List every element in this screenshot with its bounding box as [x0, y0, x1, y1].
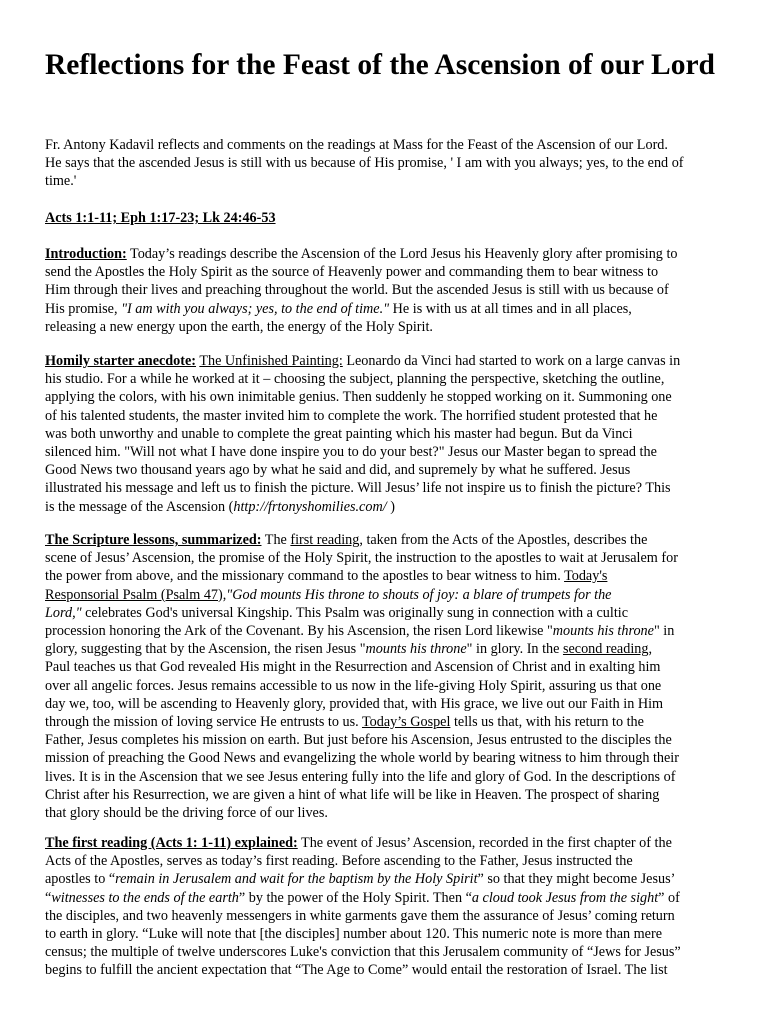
- first-reading-ref: first reading: [290, 532, 360, 548]
- text-run: ” so that they might become Jesus’: [477, 871, 676, 888]
- text-line: applying the colors, with his own inimitable genius. Then suddenly he stopped working on it. Summoning one: [45, 389, 672, 406]
- text-line: mission of preaching the Good News and evangelizing the whole world by bearing witness to him through their: [45, 750, 679, 767]
- intro-line: time.': [45, 173, 77, 190]
- text-run: is the message of the Ascension (: [45, 498, 234, 515]
- text-line: Paul teaches us that God revealed His might in the Resurrection and Ascension of Christ and in exalting him: [45, 659, 661, 676]
- text-run: , taken from the Acts of the Apostles, describes the: [359, 532, 648, 548]
- text-line: Father, Jesus completes his mission on earth. But just before his Ascension, Jesus entrusted to the disciples the: [45, 732, 672, 749]
- quote-run: Lord,": [45, 604, 82, 621]
- text-run: Today’s readings describe the Ascension of the Lord Jesus his Heavenly glory after promising to: [126, 246, 678, 262]
- text-run: " in glory. In the: [466, 641, 563, 658]
- readings-reference: [45, 209, 735, 227]
- text-run: “: [45, 889, 52, 906]
- quote-run: a cloud took Jesus from the sight: [471, 889, 659, 906]
- text-line: Good News two thousand years ago by what he said and did, and supremely by what he suffered. Jesus: [45, 462, 631, 479]
- homilies-link[interactable]: http://frtonyshomilies.com/: [233, 498, 387, 515]
- text-line: Acts of the Apostles, serves as today’s first reading. Before ascending to the Father, Jesus instructed the: [45, 853, 633, 870]
- quote-run: "I am with you always; yes, to the end of time.": [121, 300, 390, 317]
- gospel-ref: Today’s Gospel: [361, 714, 451, 731]
- quote-run: witnesses to the ends of the earth: [51, 889, 239, 906]
- text-line: lives. It is in the Ascension that we see Jesus entering fully into the life and glory of God. In the descriptions of: [45, 768, 676, 785]
- quote-run: "God mounts His throne to shouts of joy: a blare of trumpets for the: [226, 586, 612, 603]
- text-line: Christ after his Resurrection, we are given a hint of what life will be like in Heaven. The prospect of sharing: [45, 786, 660, 803]
- text-line: that glory should be the driving force of our lives.: [45, 805, 328, 822]
- text-line: illustrated his message and left us to finish the picture. Will Jesus’ life not inspire us to finish the picture? This: [45, 480, 671, 497]
- text-line: his studio. For a while he worked at it – choosing the subject, planning the perspective, sketching the outline,: [45, 371, 665, 388]
- text-run: " in: [653, 623, 675, 640]
- text-line: Him through their lives and preaching throughout the world. But the ascended Jesus is still with us because of: [45, 282, 669, 299]
- text-run: the power from above, and the missionary command to the apostles to bear witness to him.: [45, 568, 565, 585]
- text-line: begins to fulfill the ancient expectation that “The Age to Come” would entail the restoration of Israel. The list: [45, 962, 668, 979]
- first-reading-heading: The first reading (Acts 1: 1-11) explained:: [45, 835, 298, 851]
- text-run: Leonardo da Vinci had started to work on a large canvas in: [342, 353, 681, 369]
- text-line: silenced him. "Will not what I have done inspire you to do your best?" Jesus our Master began to spread the: [45, 444, 657, 461]
- psalm-ref: Today's: [564, 568, 608, 585]
- text-run: tells us that, with his return to the: [450, 714, 644, 731]
- intro-line: Fr. Antony Kadavil reflects and comments on the readings at Mass for the Feast of the Ascension of our Lord.: [45, 137, 668, 153]
- page-title: Reflections for the Feast of the Ascension of our Lord: [45, 49, 715, 81]
- text-run: glory, suggesting that by the Ascension, the risen Jesus ": [45, 641, 366, 658]
- introduction-heading: Introduction:: [45, 246, 127, 262]
- text-line: releasing a new energy upon the earth, the energy of the Holy Spirit.: [45, 318, 433, 335]
- text-line: the disciples, and two heavenly messengers in white garments gave them the assurance of Jesus’ coming return: [45, 907, 675, 924]
- text-run: procession honoring the Ark of the Covenant. By his Ascension, the risen Lord likewise ": [45, 623, 553, 640]
- introduction-paragraph: [45, 245, 735, 336]
- text-line: scene of Jesus’ Ascension, the promise of the Holy Spirit, the instruction to the apostles to wait at Jerusalem for: [45, 550, 678, 567]
- text-line: census; the multiple of twelve underscores Luke's conviction that this Jerusalem community of “Jews for Jesus”: [45, 944, 681, 961]
- text-run: His promise,: [45, 300, 122, 317]
- text-run: ” of: [658, 889, 680, 906]
- anecdote-paragraph: [45, 352, 735, 516]
- quote-run: remain in Jerusalem and wait for the baptism by the Holy Spirit: [115, 871, 478, 888]
- text-run: The event of Jesus’ Ascension, recorded in the first chapter of the: [297, 835, 672, 851]
- text-line: send the Apostles the Holy Spirit as the source of Heavenly power and commanding them to bear witness to: [45, 264, 659, 281]
- anecdote-subtitle: The Unfinished Painting:: [199, 353, 343, 369]
- intro-paragraph: [45, 136, 735, 191]
- second-reading-ref: second reading: [562, 641, 649, 658]
- text-run: ,: [648, 641, 653, 658]
- text-line: day we, too, will be ascending to Heavenly glory, provided that, with His grace, we live out our Faith in Him: [45, 695, 664, 712]
- quote-run: mounts his throne: [552, 623, 654, 640]
- text-run: ): [386, 498, 395, 515]
- text-run: apostles to “: [45, 871, 116, 888]
- anecdote-heading: Homily starter anecdote:: [45, 353, 197, 369]
- text-run: through the mission of loving service He entrusts to us.: [45, 714, 362, 731]
- summary-paragraph: [45, 531, 735, 822]
- summary-heading: The Scripture lessons, summarized:: [45, 532, 262, 548]
- quote-run: mounts his throne: [365, 641, 467, 658]
- text-run: ” by the power of the Holy Spirit. Then “: [238, 889, 472, 906]
- text-line: over all angelic forces. Jesus remains accessible to us now in the life-giving Holy Spirit, assuring us that one: [45, 677, 662, 694]
- text-run: The: [261, 532, 291, 548]
- text-line: was both unworthy and unable to complete the great painting which his master had begun. But da Vinci: [45, 425, 633, 442]
- intro-line: He says that the ascended Jesus is still with us because of His promise, ' I am with you always; yes, to the end of: [45, 155, 684, 172]
- text-line: of his talented students, the master invited him to complete the work. The horrified student protested that he: [45, 407, 658, 424]
- readings-ref-text: Acts 1:1-11; Eph 1:17-23; Lk 24:46-53: [45, 210, 276, 226]
- psalm-ref: Responsorial Psalm (Psalm 47),: [45, 586, 227, 603]
- text-run: He is with us at all times and in all places,: [389, 300, 632, 317]
- text-run: celebrates God's universal Kingship. This Psalm was originally sung in connection with a cultic: [81, 604, 629, 621]
- first-reading-paragraph: [45, 834, 735, 980]
- text-line: to earth in glory. “Luke will note that [the disciples] number about 120. This numeric note is more than mere: [45, 926, 662, 943]
